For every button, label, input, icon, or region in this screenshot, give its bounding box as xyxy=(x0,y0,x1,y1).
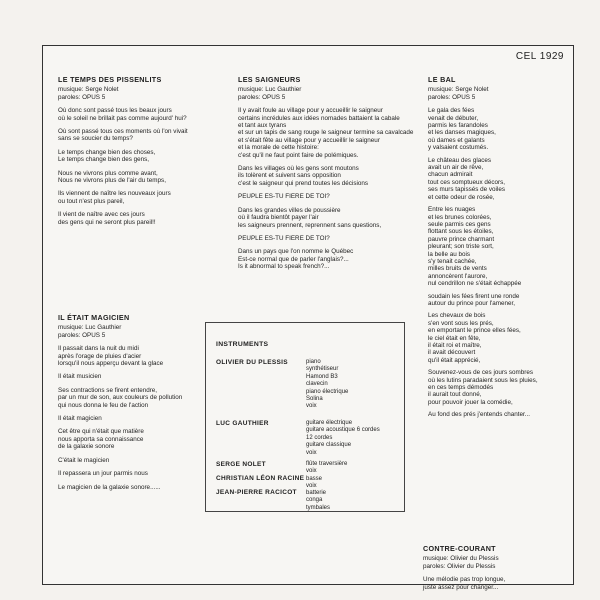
stanza: Ses contractions se firent entendre, par un mur de son, aux couleurs de pollution qui nous donna le feu de l'action xyxy=(58,386,183,409)
stanza: PEUPLE ES-TU FIERE DE TOI? xyxy=(238,234,330,242)
stanza: PEUPLE ES-TU FIERE DE TOI? xyxy=(238,193,330,201)
stanza: Il était magicien xyxy=(58,415,102,423)
stanza: Il passait dans la nuit du midi après l'orage de pluies d'acier lorsqu'il nous apperçu devant la glace xyxy=(58,345,164,368)
musician-name: SERGE NOLET xyxy=(216,461,266,468)
music-credit: musique: Luc Gauthier xyxy=(58,324,122,332)
music-credit: musique: Olivier du Plessis xyxy=(423,555,499,563)
lyrics-credit: paroles: Olivier du Plessis xyxy=(423,562,496,570)
musician-name: OLIVIER DU PLESSIS xyxy=(216,359,288,366)
stanza: Le temps change bien des choses, Le temps change bien des gens, xyxy=(58,148,156,164)
stanza: Entre les nuages et les brunes colorées, seule parmis ces gens flottant sous les étoiles, pauvre prince charmant pleurant; son triste sort, la belle au bois s'y tenait cachée, milles bruits de vents annoncèrent l'aurore, nul cendrillon ne s'était échappée xyxy=(428,206,522,288)
song-title: CONTRE-COURANT xyxy=(423,544,496,553)
stanza: Cet être qui n'était que matière nous apporta sa connaissance de la galaxie sonore xyxy=(58,428,144,451)
musician-instruments: flûte traversière voix xyxy=(306,461,348,475)
song-title: LES SAIGNEURS xyxy=(238,75,301,84)
stanza: C'était le magicien xyxy=(58,456,110,464)
catalog-number: CEL 1929 xyxy=(515,51,564,62)
music-credit: musique: Serge Nolet xyxy=(58,86,119,94)
stanza: Où donc sont passé tous les beaux jours où le soleil ne brillait pas comme aujourd' hui? xyxy=(58,107,187,122)
song-title: LE BAL xyxy=(428,75,456,84)
lyrics-credit: paroles: OPUS 5 xyxy=(428,93,476,101)
stanza: Le château des glaces avait un air de rêve, chacun admirait tout ces somptueux décors, ses murs tapissés de voiles et cette odeur de rosée, xyxy=(428,156,506,201)
stanza: Nous ne vivrons plus comme avant, Nous ne vivrons plus de l'air du temps, xyxy=(58,169,166,185)
lyrics-credit: paroles: OPUS 5 xyxy=(58,331,106,339)
stanza: soudain les fées firent une ronde autour du prince pour l'amener, xyxy=(428,292,520,307)
stanza: Il y avait foule au village pour y accueillir le saigneur certains incrédules aux idées nomades battaient la cabale et tant aux tyrans et sur un tapis de sang rouge le saigneur termine sa cavalcade et s'était fête au village pour y accueillir le saigneur et la morale de cette histoire: c'est qu'il ne faut point faire de polémiques. xyxy=(238,107,414,159)
lyrics-credit: paroles: OPUS 5 xyxy=(58,93,106,101)
song-title: LE TEMPS DES PISSENLITS xyxy=(58,75,162,84)
stanza: Où sont passé tous ces moments où l'on vivait sans se soucier du temps? xyxy=(58,128,188,143)
stanza: Les chevaux de bois s'en vont sous les prés, en emportant le prince elles fées, le ciel était en fête, il était roi et maître, il avait découvert qu'il était apprécié, xyxy=(428,312,521,364)
stanza: Au fond des prés j'entends chanter... xyxy=(428,411,531,419)
musician-name: JEAN-PIERRE RACICOT xyxy=(216,489,297,496)
music-credit: musique: Luc Gauthier xyxy=(238,86,302,94)
instruments-title: INSTRUMENTS xyxy=(216,341,269,348)
song-le-temps-des-pissenlits xyxy=(58,76,228,232)
musician-name: LUC GAUTHIER xyxy=(216,420,269,427)
stanza: Ils viennent de naître les nouveaux jours ou tout n'est plus pareil, xyxy=(58,190,171,205)
musician-instruments: basse voix xyxy=(306,476,323,490)
stanza: Dans les grandes villes de poussière où il faudra bientôt payer l'air les saigneurs prennent, reprennent sans questions, xyxy=(238,206,382,229)
music-credit: musique: Serge Nolet xyxy=(428,86,489,94)
musician-instruments: guitare électrique guitare acoustique 6 cordes 12 cordes guitare classique voix xyxy=(306,420,380,456)
stanza: Il vient de naître avec ces jours des gens qui ne seront plus pareil!! xyxy=(58,211,156,226)
stanza: Dans un pays que l'on nomme le Québec Est-ce normal que de parler l'anglais?... Is it abnormal to speak french?... xyxy=(238,248,354,271)
song-il-etait-magicien xyxy=(58,314,213,497)
stanza: Le gala des fées venait de débuter, parmis les farandoles et les danses magiques, où dames et galants y valsaient costumés. xyxy=(428,107,496,152)
stanza: Il repassera un jour parmis nous xyxy=(58,470,148,478)
instruments-box xyxy=(205,322,405,512)
stanza: Le magicien de la galaxie sonore...... xyxy=(58,483,161,491)
song-contre-courant xyxy=(423,545,563,597)
song-le-bal xyxy=(428,76,568,424)
stanza: Dans les villages où les gens sont moutons ils tolèrent et suivent sans opposition c'est le saigneur qui prend toutes les décisions xyxy=(238,165,369,187)
musician-instruments: piano synthétiseur Hamond B3 clavecin piano électrique Solina voix xyxy=(306,359,349,410)
stanza: Souvenez-vous de ces jours sombres où les lutins paradaient sous les pluies, en ces temps démodés il aurait tout donné, pour pouvoir jouer la comédie, xyxy=(428,369,538,406)
musician-name: CHRISTIAN LÉON RACINE xyxy=(216,475,305,482)
stanza: Une mélodie pas trop longue, juste assez pour changer... xyxy=(423,576,506,591)
song-title: IL ÉTAIT MAGICIEN xyxy=(58,313,130,322)
lyrics-credit: paroles: OPUS 5 xyxy=(238,93,286,101)
stanza: Il était musicien xyxy=(58,373,102,381)
song-les-saigneurs xyxy=(238,76,416,277)
musician-instruments: batterie conga tymbales xyxy=(306,490,331,511)
